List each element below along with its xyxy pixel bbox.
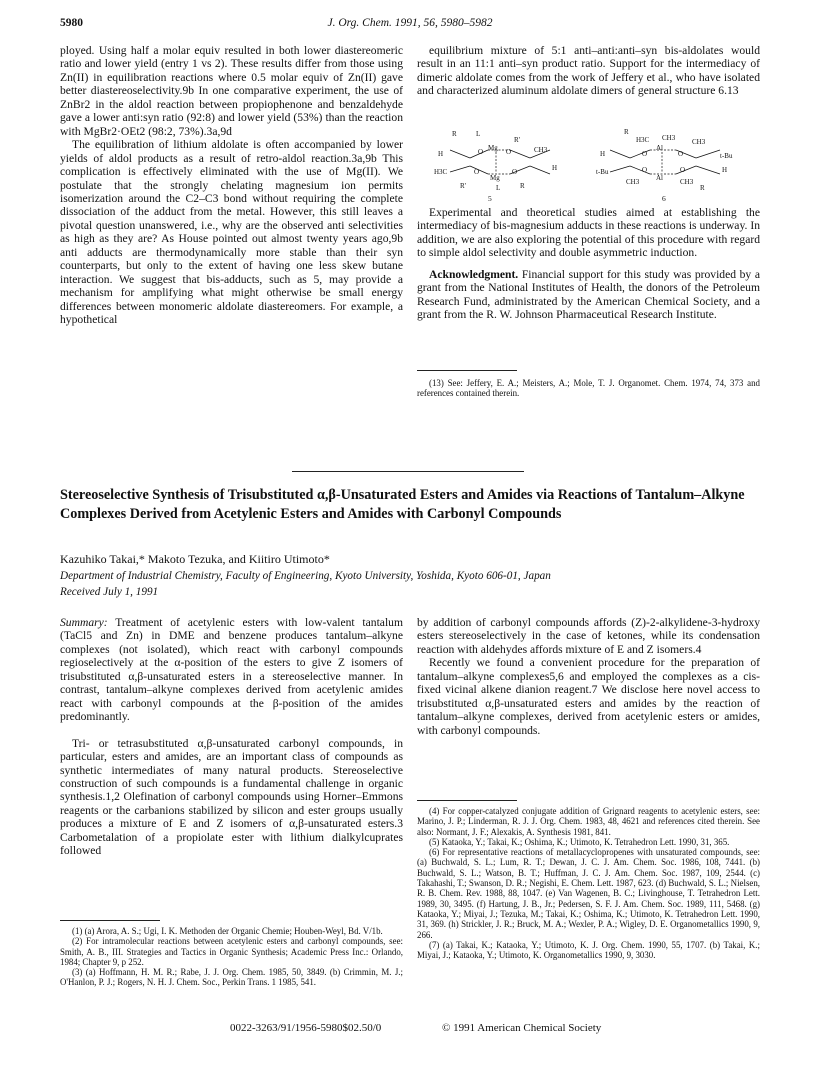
atom-label: R bbox=[700, 184, 705, 192]
summary-text: Treatment of acetylenic esters with low-valent tantalum (TaCl5 and Zn) in DME and benzene produces tantalum–alkyne complexes (not isolated), which react with carbonyl compounds regioselectively at the α-position of the esters to give Z isomers of trisubstituted α,β-unsaturated esters in a stereoselective manner. In contrast, tantalum–alkyne complexes derived from acetylenic amides react with carbonyl compounds at the β-position of the amides predominantly. bbox=[60, 616, 403, 724]
footnotes-bottom-right bbox=[417, 806, 760, 960]
atom-label: Mg bbox=[490, 174, 500, 182]
atom-label: H bbox=[600, 150, 606, 158]
acknowledgment-text: Financial support for this study was provided by a grant from the National Institutes of Health, the donors of the Petroleum Research Fund, administrated by the American Chemical Society, and a grant from the R. W. Johnson Pharmaceutical Research Institute. bbox=[417, 267, 760, 322]
atom-label: R bbox=[624, 128, 629, 136]
right-column-top-text bbox=[417, 44, 760, 98]
footnote: (2) For intramolecular reactions between acetylenic esters and carbonyl compounds, see: Smith, A. B., III. Strategies and Tactics in Organic Synthesis; Academic Press Inc.: Orlando, 1984; Chapter 9, p 252. bbox=[60, 936, 403, 967]
paragraph: Experimental and theoretical studies aimed at establishing the intermediacy of bis-magnesium adducts in these reactions is underway. In addition, we are also exploring the potential of this procedure with regard to simple aldol selectivity and double asymmetric induction. bbox=[417, 206, 760, 260]
footnote: (7) (a) Takai, K.; Kataoka, Y.; Utimoto, K. J. Org. Chem. 1990, 55, 1707. (b) Takai, K.; Miyai, J.; Kataoka, Y.; Utimoto, K. Organometallics 1990, 9, 3030. bbox=[417, 939, 760, 961]
summary-label: Summary: bbox=[60, 616, 108, 629]
atom-label: t-Bu bbox=[596, 168, 609, 176]
footnote: (4) For copper-catalyzed conjugate addition of Grignard reagents to acetylenic esters, see: Marino, J. P.; Linderman, R. J. J. Org. Chem. 1983, 48, 4621 and references cited therein. See also: Normant, J. F.; Alexakis, A. Synthesis 1981, 841. bbox=[417, 806, 760, 837]
journal-citation: J. Org. Chem. 1991, 56, 5980–5982 bbox=[327, 17, 493, 29]
paragraph: ployed. Using half a molar equiv resulted in both lower diastereomeric ratio and lower yield (entry 1 vs 2). These results differ from those using Zn(II) in equilibration reactions where 0.5 molar equiv of Zn(II) gave better diastereoselectivity.9b In one comparative experiment, the use of ZnBr2 in the aldol reaction between propiophenone and benzaldehyde gave a lower anti:syn ratio (92:8) and lower yield (53%) than the reaction with MgBr2·OEt2 (98:2, 73%).3a,9d bbox=[60, 44, 403, 138]
article-title: Stereoselective Synthesis of Trisubstituted α,β-Unsaturated Esters and Amides via Reactions of Tantalum–Alkyne Complexes Derived from Acetylenic Esters and Amides with Carbonyl Compounds bbox=[60, 487, 745, 522]
footnote-rule bbox=[417, 370, 517, 371]
atom-label: CH3 bbox=[662, 134, 676, 142]
footnotes-bottom-left bbox=[60, 926, 403, 988]
paragraph: by addition of carbonyl compounds affords (Z)-2-alkylidene-3-hydroxy esters stereoselectively in the case of ketones, while its condensation reaction with aldehydes affords mixture of E and Z isomers.4 bbox=[417, 616, 760, 656]
footnote-rule bbox=[417, 800, 517, 801]
atom-label: H bbox=[722, 166, 728, 174]
atom-label: O bbox=[680, 166, 686, 174]
atom-label: R bbox=[520, 182, 525, 190]
footnote: (5) Kataoka, Y.; Takai, K.; Oshima, K.; Utimoto, K. Tetrahedron Lett. 1990, 31, 365. bbox=[429, 836, 730, 847]
atom-label: CH3 bbox=[534, 146, 548, 154]
left-column-top bbox=[60, 44, 403, 327]
affiliation: Department of Industrial Chemistry, Faculty of Engineering, Kyoto University, Yoshida, Kyoto 606-01, Japan bbox=[60, 570, 551, 582]
running-header bbox=[60, 17, 760, 33]
footnote: (13) See: Jeffery, E. A.; Meisters, A.; Mole, T. J. Organomet. Chem. 1974, 74, 373 and references contained therein. bbox=[417, 378, 760, 399]
right-column-top-text-2 bbox=[417, 206, 760, 322]
structure-5-label: 5 bbox=[488, 194, 492, 202]
atom-label: CH3 bbox=[680, 178, 694, 186]
structures-5-6 bbox=[430, 128, 750, 202]
footnote: (6) For representative reactions of metallacyclopropenes with unsaturated compounds, see: (a) Buchwald, S. L.; Lum, R. T.; Dewan, J. C. J. Am. Chem. Soc. 1986, 108, 7441. (b) Buchwald, S. L.; Watson, B. T.; Huffman, J. C. J. Am. Chem. Soc. 1987, 109, 2544. (c) Takahashi, T.; Swanson, D. R.; Negishi, E. Chem. Lett. 1987, 623. (d) Buchwald, S. L.; Nielsen, R. B. Chem. Rev. 1988, 88, 1047. (e) Van Wagenen, B. C.; Livinghouse, T. Tetrahedron Lett. 1989, 30, 3495. (f) Hartung, J. B., Jr.; Pedersen, S. F. J. Am. Chem. Soc. 1989, 111, 5468. (g) Kataoka, Y.; Miyai, J.; Tezuka, M.; Takai, K.; Oshima, K.; Utimoto, K. Tetrahedron Lett. 1990, 31, 369. (h) Strickler, J. R.; Bruck, M. A.; Wexler, P. A.; Wigley, D. E. Organometallics 1990, 9, 266. bbox=[417, 847, 760, 940]
atom-label: H3C bbox=[636, 136, 650, 144]
atom-label: CH3 bbox=[692, 138, 706, 146]
atom-label: CH3 bbox=[626, 178, 640, 186]
atom-label: O bbox=[474, 168, 480, 176]
footnote: (3) (a) Hoffmann, H. M. R.; Rabe, J. J. Org. Chem. 1985, 50, 3849. (b) Crimmin, M. J.; O'Hanlon, P. J.; Rogers, N. H. J. Chem. Soc., Perkin Trans. 1 1985, 541. bbox=[60, 967, 403, 988]
paragraph: Recently we found a convenient procedure for the preparation of tantalum–alkyne complexes5,6 and employed the complexes as a cis-fixed vicinal alkene dianion reagent.7 We disclose here novel access to trisubstituted α,β-unsaturated esters and amides by the reaction of tantalum–alkyne complexes, derived from acetylenic esters or amides, with carbonyl compounds. bbox=[417, 656, 760, 737]
atom-label: Al bbox=[656, 144, 663, 152]
atom-label: L bbox=[496, 184, 501, 192]
footnotes-top-right bbox=[417, 378, 760, 399]
right-column-bottom bbox=[417, 616, 760, 737]
atom-label: H bbox=[438, 150, 444, 158]
atom-label: Al bbox=[656, 174, 663, 182]
left-column-bottom bbox=[60, 616, 403, 858]
atom-label: H3C bbox=[434, 168, 448, 176]
atom-label: H bbox=[552, 164, 558, 172]
abstract bbox=[60, 616, 403, 724]
structure-6-label: 6 bbox=[662, 194, 666, 202]
atom-label: O bbox=[678, 150, 684, 158]
atom-label: R bbox=[452, 130, 457, 138]
page-number: 5980 bbox=[60, 17, 83, 29]
atom-label: R' bbox=[514, 136, 520, 144]
atom-label: O bbox=[642, 166, 648, 174]
atom-label: O bbox=[642, 150, 648, 158]
paragraph: Tri- or tetrasubstituted α,β-unsaturated carbonyl compounds, in particular, esters and amides, are an important class of compounds as synthetic intermediates of many natural products. Stereoselective construction of such compounds is a fundamental challenge in organic synthesis.1,2 Olefination of carbonyl compounds using Horner–Emmons reagents or the carbanions stabilized by silicon and ester groups usually produces a mixture of E and Z isomers of α,β-unsaturated esters.3 Carbometalation of a propiolate ester with lithium dialkylcuprates followed bbox=[60, 736, 403, 858]
structure-6 bbox=[610, 150, 720, 174]
atom-label: O bbox=[506, 148, 512, 156]
atom-label: O bbox=[478, 148, 484, 156]
atom-label: O bbox=[512, 168, 518, 176]
acknowledgment bbox=[417, 268, 760, 322]
atom-label: R' bbox=[460, 182, 466, 190]
footnote: (1) (a) Arora, A. S.; Ugi, I. K. Methoden der Organic Chemie; Houben-Weyl, Bd. V/1b. bbox=[72, 926, 383, 936]
copyright: © 1991 American Chemical Society bbox=[442, 1022, 602, 1034]
acknowledgment-label: Acknowledgment. bbox=[429, 267, 519, 281]
received-date: Received July 1, 1991 bbox=[60, 586, 159, 598]
article-separator bbox=[292, 471, 524, 472]
paragraph: The equilibration of lithium aldolate is often accompanied by lower yields of aldol products as a result of retro-aldol reaction.3a,9b This complication is effectively eliminated with the use of Mg(II). We postulate that the strongly chelating magnesium ion permits isomerization around the C2–C3 bond without requiring the complete dissociation of the adduct from the metal. However, this still leaves a pivotal question unanswered, i.e., why are the observed anti selectivities as high as they are? As House pointed out almost twenty years ago,9b anti adducts are thermodynamically more stable than their syn counterparts, but only to the extent of having one less skew butane interaction. We suggest that bis-adducts, such as 5, may provide a mechanism for amplifying what might otherwise be small energy differences between monomeric aldolate diastereomers. For example, a hypothetical bbox=[60, 138, 403, 327]
atom-label: L bbox=[476, 130, 481, 138]
atom-label: t-Bu bbox=[720, 152, 733, 160]
atom-label: Mg bbox=[488, 144, 498, 152]
footnote-rule bbox=[60, 920, 160, 921]
paragraph: equilibrium mixture of 5:1 anti–anti:anti–syn bis-aldolates would result in an 11:1 anti–syn product ratio. Support for the intermediacy of dimeric aldolate comes from the work of Jeffery et al., who have isolated and characterized aluminum aldolate dimers of general structure 6.13 bbox=[417, 44, 760, 98]
authors: Kazuhiko Takai,* Makoto Tezuka, and Kiitiro Utimoto* bbox=[60, 552, 330, 566]
price-code: 0022-3263/91/1956-5980$02.50/0 bbox=[230, 1022, 382, 1034]
